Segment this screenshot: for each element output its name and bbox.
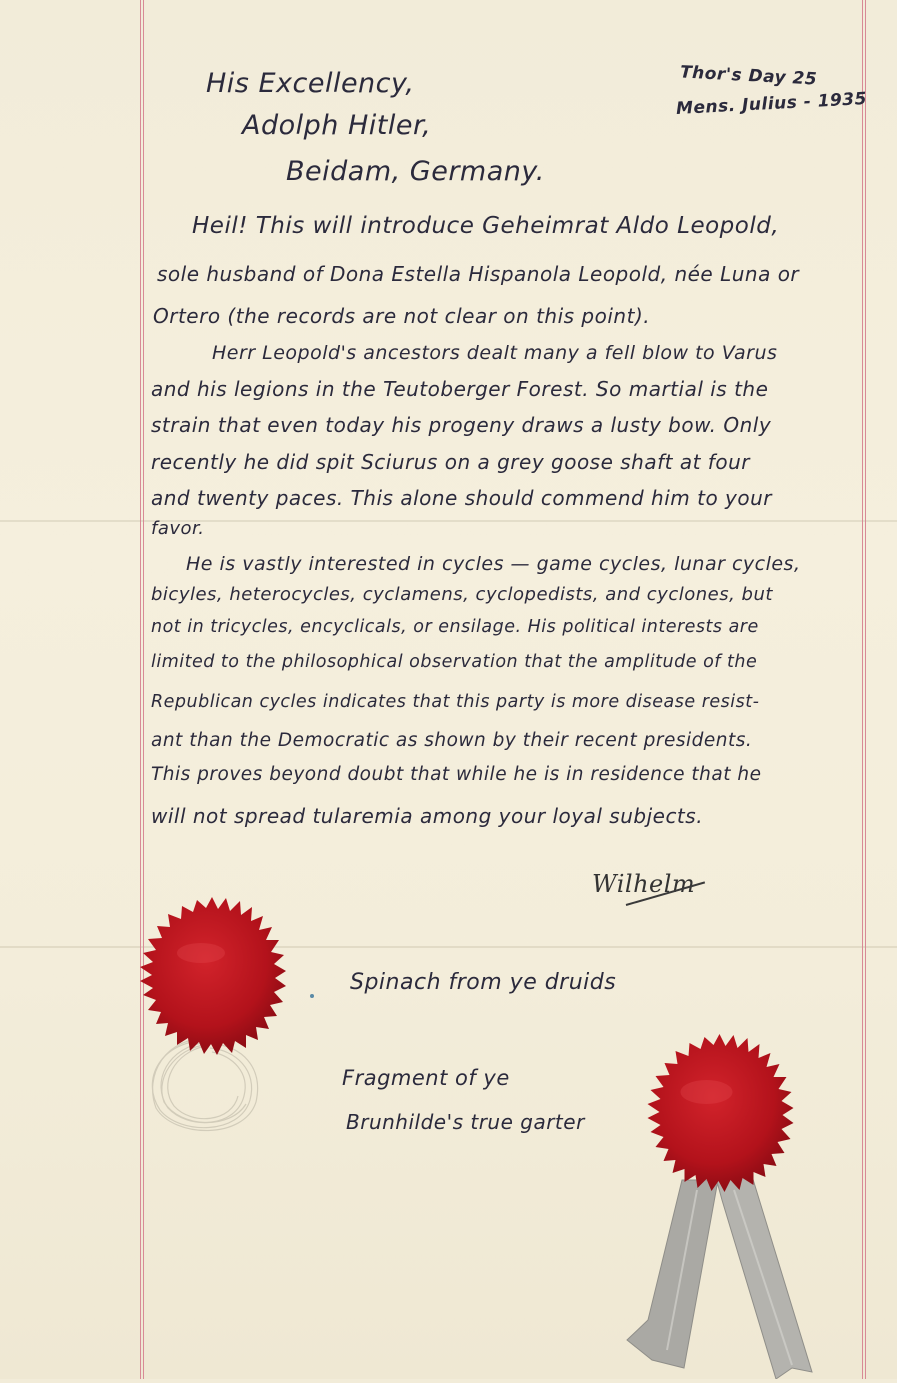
address-line-2: Adolph Hitler, [242,110,432,141]
body-line: and twenty paces. This alone should commend him to your [151,486,773,510]
body-line: Republican cycles indicates that this party is more disease resist- [151,692,760,712]
body-line: ant than the Democratic as shown by their recent presidents. [151,730,753,751]
body-line: recently he did spit Sciurus on a grey goose shaft at four [151,450,750,474]
wax-seal-left [135,895,290,1059]
body-line: sole husband of Dona Estella Hispanola Leopold, née Luna or [157,262,800,286]
body-line: Heil! This will introduce Geheimrat Aldo Leopold, [192,213,780,239]
seal-shape [648,1034,794,1192]
wax-seal-right [640,1032,800,1196]
body-line: He is vastly interested in cycles — game cycles, lunar cycles, [186,553,801,575]
body-line: limited to the philosophical observation that the amplitude of the [151,652,758,672]
address-line-1: His Excellency, [206,68,415,99]
date-line-2: Mens. Julius - 1935 [675,89,868,119]
spinach-caption: Spinach from ye druids [350,970,617,995]
date-line-1: Thor's Day 25 [679,62,818,90]
signature: Wilhelm [592,870,696,898]
garter-caption-line-1: Fragment of ye [342,1066,510,1090]
body-line: favor. [151,518,205,539]
fold-line-1 [0,520,897,522]
body-line: will not spread tularemia among your loyal subjects. [151,804,704,828]
body-line: and his legions in the Teutoberger Forest. So martial is the [151,377,769,401]
body-line: bicyles, heterocycles, cyclamens, cyclopedists, and cyclones, but [151,584,773,605]
right-margin-line [862,0,866,1379]
seal-shape [140,897,286,1055]
body-line: This proves beyond doubt that while he is in residence that he [151,764,762,785]
body-line: Ortero (the records are not clear on this point). [153,304,651,328]
body-line: Herr Leopold's ancestors dealt many a fell blow to Varus [212,342,778,364]
body-line: not in tricycles, encyclicals, or ensilage. His political interests are [151,617,759,637]
left-margin-line [140,0,144,1379]
body-line: strain that even today his progeny draws a lusty bow. Only [151,413,772,437]
address-line-3: Beidam, Germany. [286,156,545,187]
small-dot [310,994,314,998]
garter-caption-line-2: Brunhilde's true garter [346,1110,585,1134]
ribbon-left-tail [627,1180,718,1368]
